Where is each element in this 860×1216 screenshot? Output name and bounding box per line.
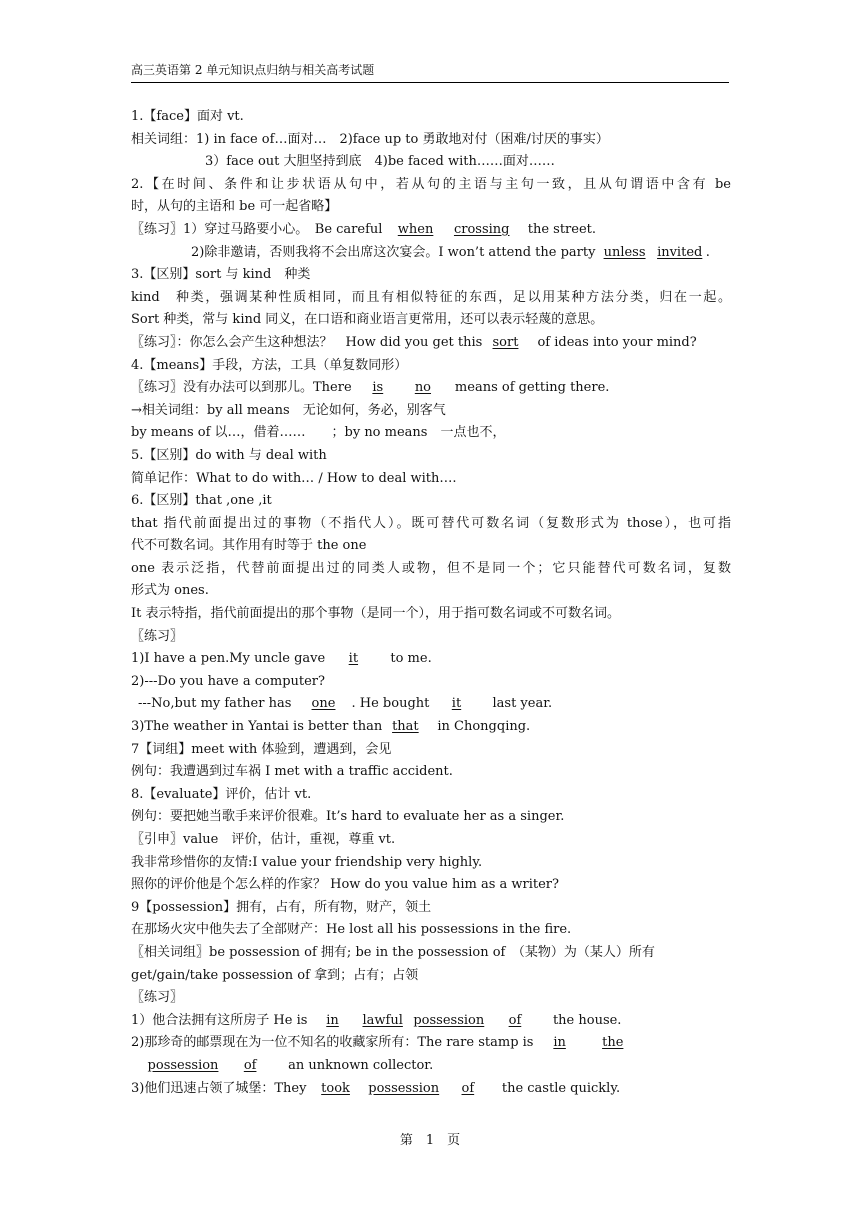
answer-blank: when [397,221,434,237]
answer-blank: possession [147,1057,219,1073]
text-line [131,490,731,513]
text-run: . [705,244,710,260]
text-line [131,242,731,265]
text-run: 〖练习〗 [131,628,184,644]
text-run: 代不可数名词。其作用有时等于 the one [131,538,367,554]
text-line [131,558,731,581]
text-run: the street. [514,221,596,237]
text-run: 〖引申〗value 评价，估计，重视，尊重 vt. [131,832,396,847]
text-run: 2)---Do you have a computer? [131,673,325,689]
text-run: . He bought [351,696,434,712]
text-line [131,264,731,287]
text-run: 8.【evaluate】评价，估计 vt. [131,786,312,802]
text-run: kind 种类，强调某种性质相同，而且有相似特征的东西，足以用某种方法分类，归在一起。 [131,289,731,305]
text-run: 〖练习〗 [131,990,184,1006]
text-line [131,603,731,626]
text-line [131,693,731,716]
text-line [131,287,731,310]
text-line [131,400,731,423]
text-line [131,806,731,829]
answer-blank: of [508,1012,522,1028]
text-line [131,1032,731,1055]
answer-blank: took [321,1080,350,1096]
text-run: 2)那珍奇的邮票现在为一位不知名的收藏家所有：The rare stamp is [131,1035,538,1051]
text-run: 在那场火灾中他失去了全部财产：He lost all his possessions in the fire. [131,922,572,938]
text-line [131,1078,731,1101]
answer-blank: lawful [362,1012,403,1028]
text-run: 照你的评价他是个怎么样的作家？ How do you value him as a writer? [131,877,559,893]
text-line [131,716,731,739]
text-run: Sort 种类，常与 kind 同义，在口语和商业语言更常用，还可以表示轻蔑的意思。 [131,312,604,328]
text-run: 3)The weather in Yantai is better than [131,719,387,735]
text-line [131,1010,731,1033]
text-run: the castle quickly. [488,1080,621,1096]
text-run: last year. [479,696,553,712]
answer-blank: of [461,1080,475,1096]
text-run: 1.【face】面对 vt. [131,109,244,124]
text-line [131,468,731,491]
text-line [131,129,731,152]
text-line [131,965,731,988]
answer-blank: possession [413,1012,485,1028]
page-header: 高三英语第 2 单元知识点归纳与相关高考试题 [131,62,729,83]
text-line [131,355,731,378]
text-line [131,332,731,355]
text-run: 〖练习〗：你怎么会产生这种想法？ How did you get this [131,334,487,350]
answer-blank: one [311,696,336,712]
text-run: 相关词组：1) in face of…面对… 2)face up to 勇敢地对付（困难/讨厌的事实） [131,131,609,147]
answer-blank: is [372,380,384,396]
text-run: 3)他们迅速占领了城堡：They [131,1080,311,1096]
text-run: 3）face out 大胆坚持到底 4)be faced with……面对…… [205,154,555,170]
text-line [131,377,731,400]
text-line [131,671,731,694]
text-line [131,196,731,219]
text-line [131,784,731,807]
text-run: an unknown collector. [275,1057,434,1073]
text-line [131,626,731,649]
answer-blank: the [602,1035,624,1051]
text-run: one 表示泛指，代替前面提出过的同类人或物，但不是同一个；它只能替代可数名词，复数 [131,560,731,576]
text-run: means of getting there. [441,380,610,396]
text-run: 〖练习〗1）穿过马路要小心。 Be careful [131,221,387,237]
text-line [131,174,731,197]
text-line [131,513,731,536]
text-run: 我非常珍惜你的友情:I value your friendship very highly. [131,854,483,870]
text-run: that 指代前面提出过的事物（不指代人）。既可替代可数名词（复数形式为 those），也可指 [131,515,731,531]
text-run: 〖练习〗没有办法可以到那儿。There [131,380,356,396]
text-line [131,919,731,942]
text-line [131,739,731,762]
answer-blank: no [414,380,432,396]
text-run: →相关词组：by all means 无论如何，务必，别客气 [131,402,446,418]
text-run: to me. [377,651,432,667]
text-line [131,897,731,920]
text-line [131,942,731,965]
answer-blank: in [553,1035,566,1051]
answer-blank: of [243,1057,257,1073]
text-run: in Chongqing. [424,719,531,735]
text-line [131,106,731,129]
answer-blank: possession [368,1080,440,1096]
text-line [131,829,731,852]
text-line [131,852,731,875]
text-run: by means of 以…，借着…… ；by no means 一点也不， [131,425,506,441]
answer-blank: that [392,719,419,735]
text-run: get/gain/take possession of 拿到；占有；占领 [131,967,419,983]
text-line [131,219,731,242]
answer-blank: sort [492,334,519,350]
text-run: It 表示特指，指代前面提出的那个事物（是同一个），用于指可数名词或不可数名词。 [131,606,620,622]
text-run: ---No,but my father has [138,696,296,712]
answer-blank: it [348,651,359,667]
text-run: 1)I have a pen.My uncle gave [131,651,330,667]
text-line [131,874,731,897]
text-run: 时，从句的主语和 be 可一起省略】 [131,199,338,215]
text-run: 4.【means】手段，方法，工具（单复数同形） [131,357,408,373]
answer-blank: it [451,696,462,712]
text-run: 3.【区别】sort 与 kind 种类 [131,267,311,283]
document-body [131,106,731,1100]
text-run: 2.【在时间、条件和让步状语从句中，若从句的主语与主句一致，且从句谓语中含有 be [131,176,731,192]
text-line [131,648,731,671]
text-line [131,151,731,174]
text-line [131,309,731,332]
text-line [131,535,731,558]
text-line [131,1055,731,1078]
text-line [131,422,731,445]
text-run: 9【possession】拥有，占有，所有物，财产，领土 [131,899,432,915]
text-run: 简单记作：What to do with… / How to deal with…. [131,470,457,486]
answer-blank: crossing [453,221,510,237]
text-run: 2)除非邀请，否则我将不会出席这次宴会。I won’t attend the party [191,244,600,260]
text-run: 例句：我遭遇到过车祸 I met with a traffic accident. [131,764,453,780]
text-line [131,761,731,784]
text-run: 〖相关词组〗be possession of 拥有; be in the possession of （某物）为（某人）所有 [131,944,655,960]
text-line [131,445,731,468]
text-run: 形式为 ones. [131,583,209,599]
text-line [131,987,731,1010]
text-run: 例句：要把她当歌手来评价很难。It’s hard to evaluate her as a singer. [131,809,565,825]
text-run: 6.【区别】that ,one ,it [131,493,272,509]
answer-blank: in [326,1012,339,1028]
text-run: 1）他合法拥有这所房子 He is [131,1012,312,1028]
answer-blank: invited [657,244,703,260]
text-line [131,580,731,603]
page-number: 第 1 页 [399,1133,461,1148]
text-run: 5.【区别】do with 与 deal with [131,447,327,463]
text-run: 7【词组】meet with 体验到，遭遇到，会见 [131,741,392,757]
text-run: the house. [539,1012,622,1028]
answer-blank: unless [603,244,646,260]
text-run: of ideas into your mind? [524,334,697,350]
